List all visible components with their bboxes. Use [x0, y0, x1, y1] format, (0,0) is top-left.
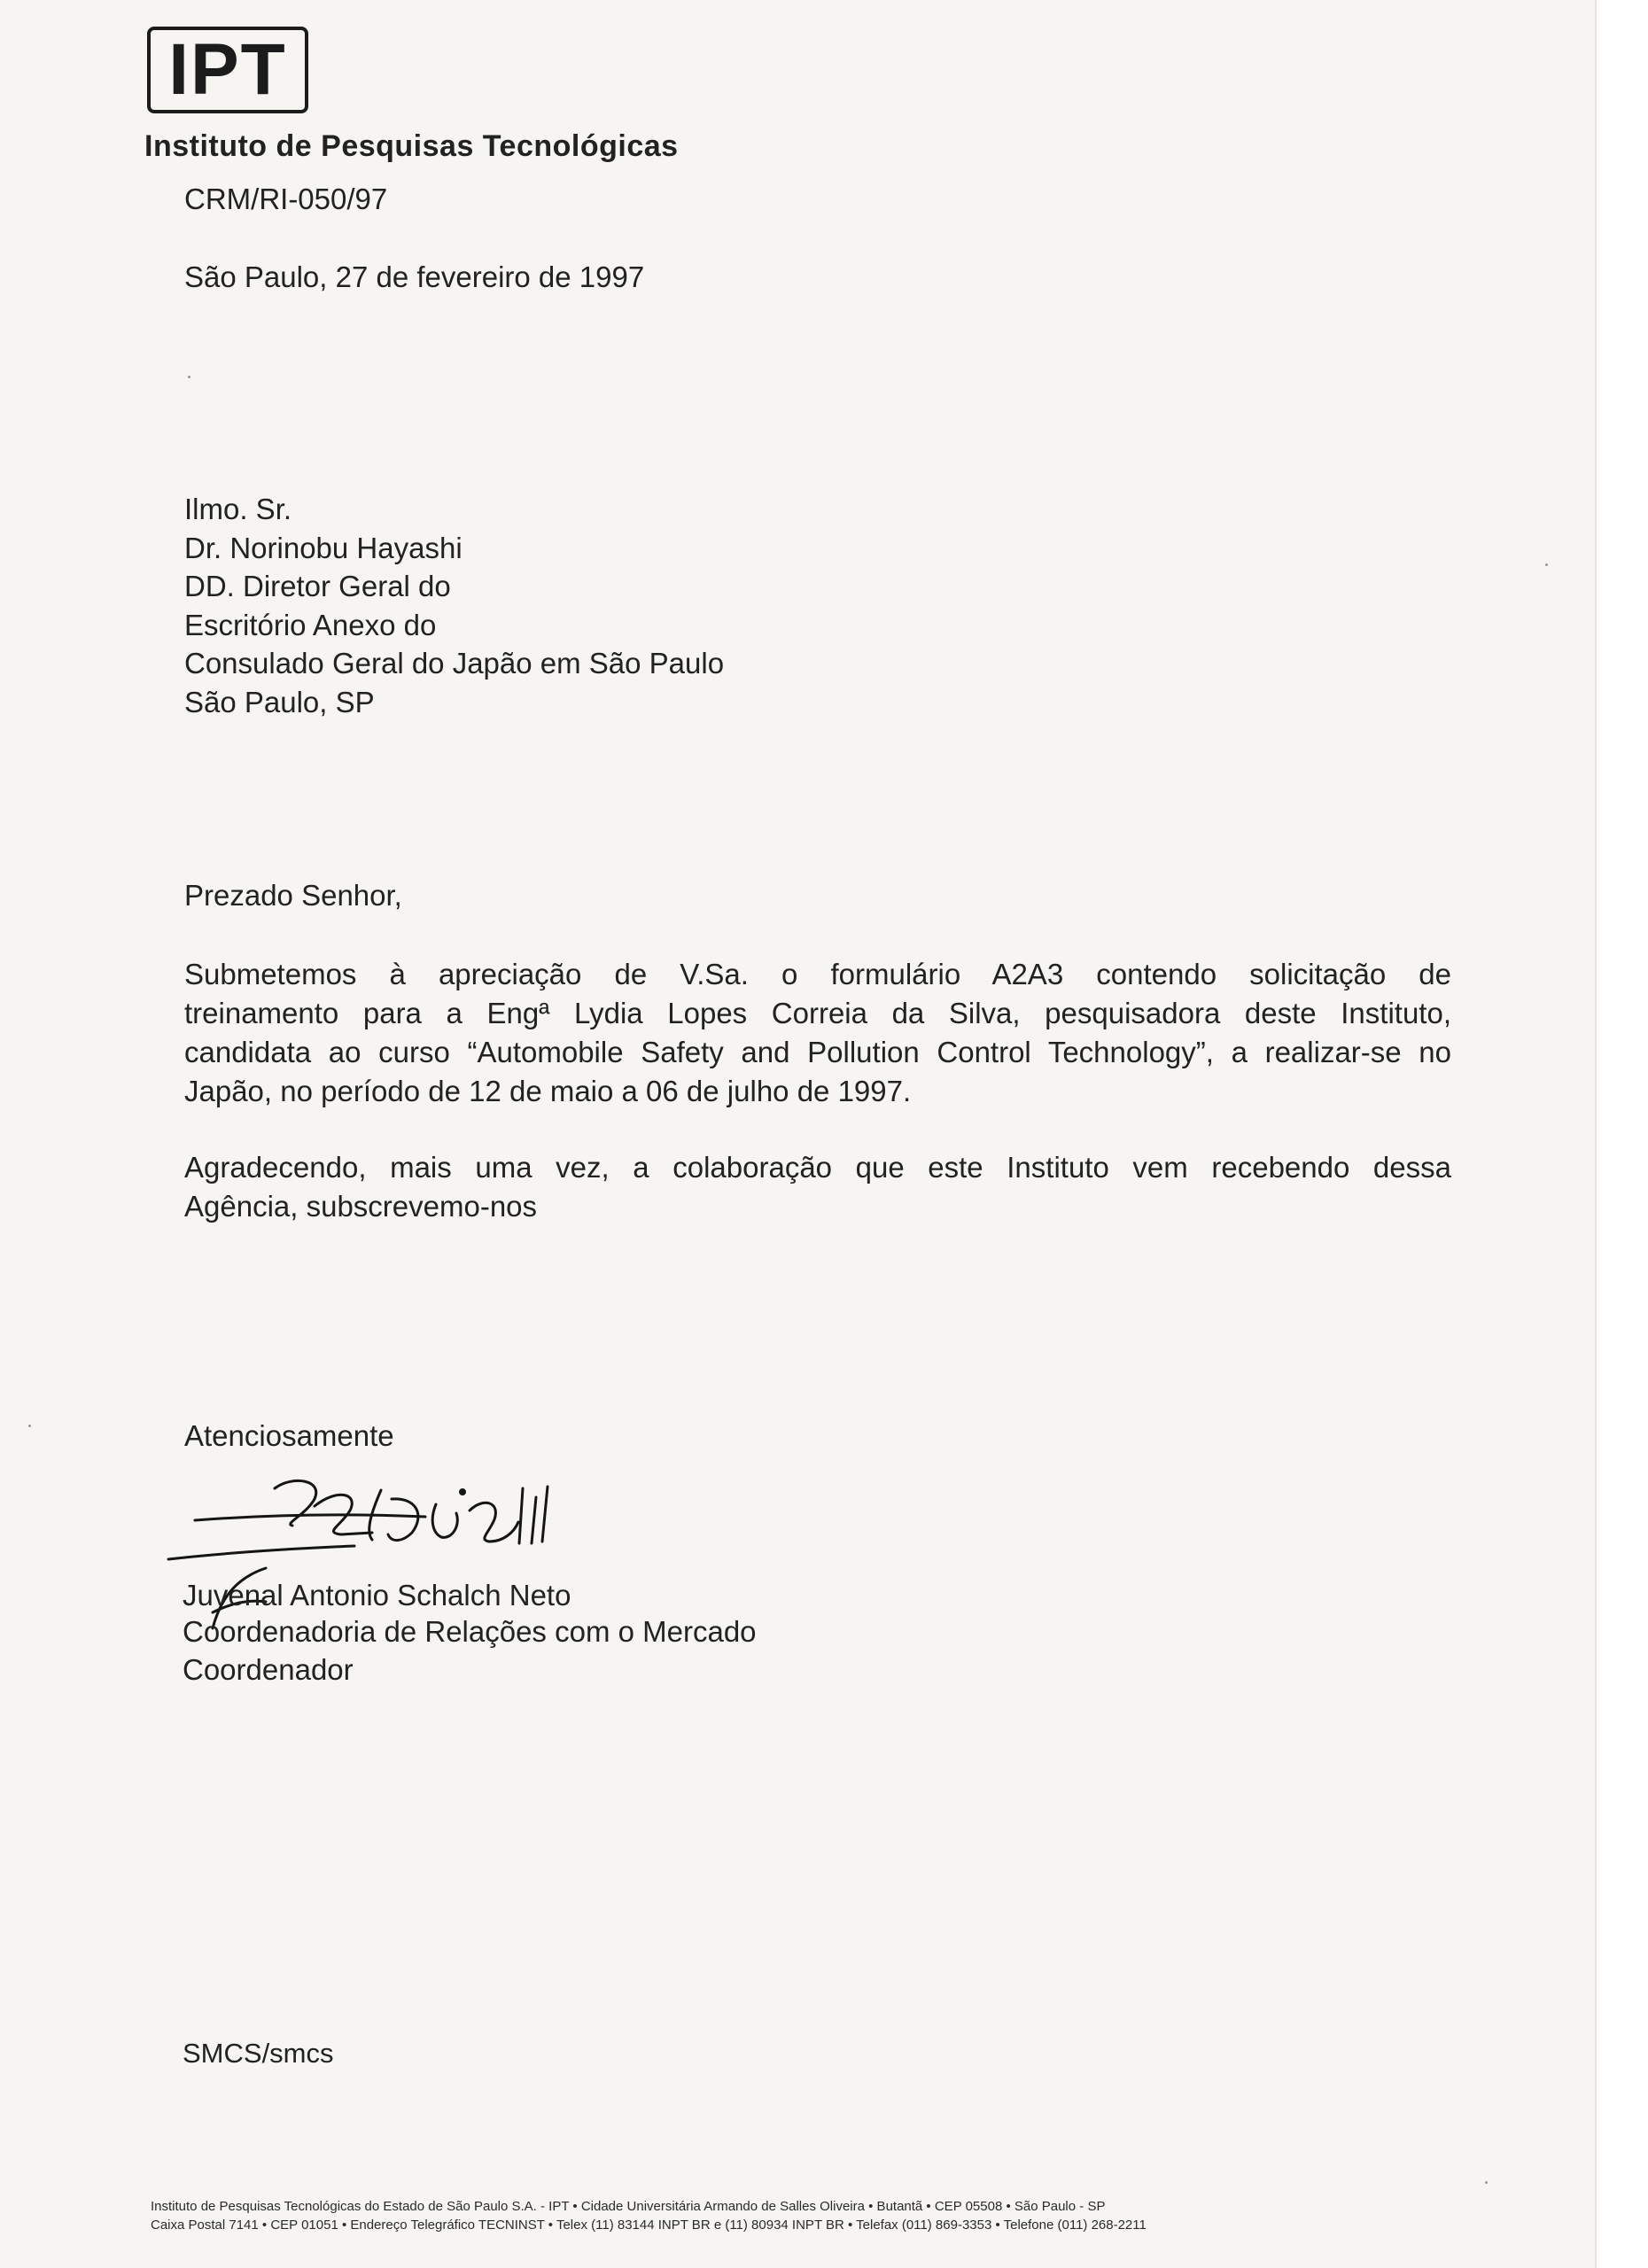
reference-number: CRM/RI-050/97	[184, 183, 388, 215]
letterhead-footer	[151, 2197, 1147, 2234]
recipient-office: Escritório Anexo do	[184, 609, 437, 641]
body-paragraph-2	[184, 1148, 1451, 1226]
closing: Atenciosamente	[184, 1419, 394, 1452]
recipient-consulate: Consulado Geral do Japão em São Paulo	[184, 647, 725, 680]
recipient-salutation-title: Ilmo. Sr.	[184, 493, 292, 525]
footer-contact-line: Caixa Postal 7141 • CEP 01051 • Endereço Telegráfico TECNINST • Telex (11) 83144 INPT BR e (11) 80934 INPT BR • Telefax (011) 869-3353 • Telefone (011) 268-2211	[151, 2218, 1147, 2233]
paper-speck	[188, 376, 190, 378]
organization-name: Instituto de Pesquisas Tecnológicas	[144, 129, 679, 163]
recipient-title: DD. Diretor Geral do	[184, 570, 451, 602]
handwritten-signature	[159, 1471, 638, 1639]
typist-initials: SMCS/smcs	[183, 2038, 334, 2069]
recipient-name: Dr. Norinobu Hayashi	[184, 532, 463, 564]
ipt-logo	[147, 27, 308, 113]
paper-speck	[1545, 563, 1548, 566]
footer-address-line: Instituto de Pesquisas Tecnológicas do Estado de São Paulo S.A. - IPT • Cidade Universitária Armando de Salles Oliveira • Butantã • CEP 05508 • São Paulo - SP	[151, 2199, 1106, 2214]
signatory-name: Juvenal Antonio Schalch Neto	[183, 1579, 571, 1612]
paragraph-line: Submetemos à apreciação de V.Sa. o formulário A2A3 contendo solicitação de	[184, 958, 1451, 990]
body-paragraph-1	[184, 955, 1451, 1111]
greeting: Prezado Senhor,	[184, 879, 402, 912]
paragraph-line: Agência, subscrevemo-nos	[184, 1190, 538, 1223]
paper-speck	[28, 1425, 31, 1427]
paragraph-line: Agradecendo, mais uma vez, a colaboração que este Instituto vem recebendo dessa	[184, 1151, 1451, 1184]
paragraph-line: treinamento para a Engª Lydia Lopes Correia da Silva, pesquisadora deste Instituto,	[184, 997, 1451, 1029]
logo-text: IPT	[168, 29, 287, 110]
scan-margin	[1595, 0, 1648, 2268]
paragraph-line: Japão, no período de 12 de maio a 06 de julho de 1997.	[184, 1075, 912, 1107]
paragraph-line: candidata ao curso “Automobile Safety and Pollution Control Technology”, a realizar-se no	[184, 1036, 1451, 1068]
date-line: São Paulo, 27 de fevereiro de 1997	[184, 260, 645, 293]
paper-speck	[1485, 2181, 1488, 2184]
signatory-role: Coordenador	[183, 1653, 354, 1686]
recipient-city: São Paulo, SP	[184, 686, 375, 718]
signatory-department: Coordenadoria de Relações com o Mercado	[183, 1615, 757, 1648]
